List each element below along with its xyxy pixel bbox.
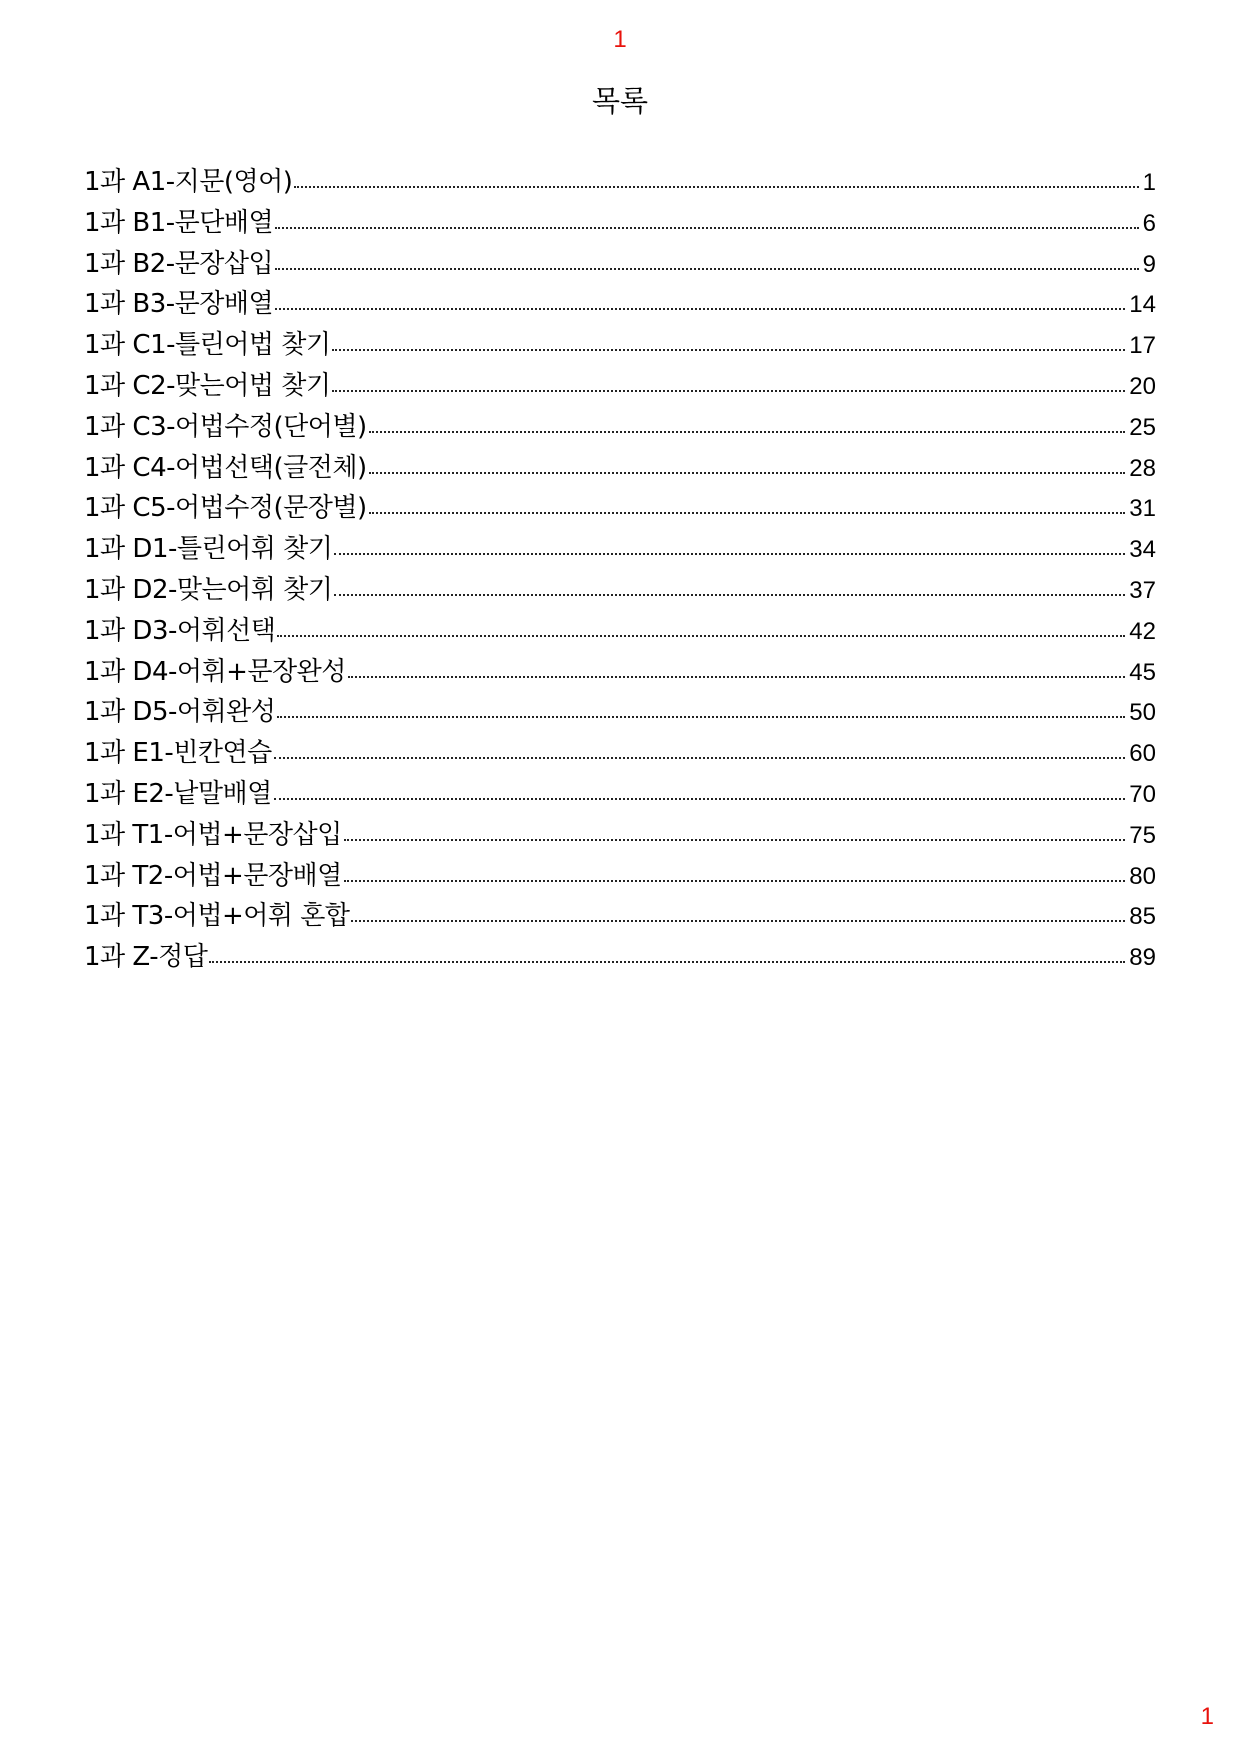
toc-entry-title: 1과 D4-어휘+문장완성 <box>84 656 346 687</box>
dot-leader <box>367 488 1130 529</box>
toc-entry[interactable] <box>84 896 1156 937</box>
toc-entry[interactable] <box>84 774 1156 815</box>
dot-leader <box>273 244 1142 285</box>
toc-entry-title: 1과 A1-지문(영어) <box>84 167 293 197</box>
toc-entry-title: 1과 D5-어휘완성 <box>84 697 276 728</box>
toc-entry-page-number: 37 <box>1129 576 1156 604</box>
toc-entry-title: 1과 T1-어법+문장삽입 <box>84 819 342 850</box>
toc-entry-page-number: 31 <box>1129 495 1156 523</box>
dot-leader <box>330 366 1129 407</box>
toc-entry-title: 1과 B2-문장삽입 <box>84 248 274 279</box>
toc-entry[interactable] <box>84 733 1156 774</box>
toc-entry-page-number: 60 <box>1129 740 1156 768</box>
toc-entry[interactable] <box>84 937 1156 978</box>
dot-leader <box>273 203 1142 244</box>
toc-entry-title: 1과 E2-낱말배열 <box>84 778 272 809</box>
header-page-number: 1 <box>613 26 627 53</box>
toc-entry-page-number: 6 <box>1142 209 1156 237</box>
toc-entry[interactable] <box>84 856 1156 897</box>
toc-entry-title: 1과 C5-어법수정(문장별) <box>84 493 367 524</box>
toc-entry[interactable] <box>84 529 1156 570</box>
dot-leader <box>342 856 1130 897</box>
dot-leader <box>273 284 1129 325</box>
toc-entry-page-number: 50 <box>1129 699 1156 727</box>
toc-entry-title: 1과 T3-어법+어휘 혼합 <box>84 901 350 932</box>
toc-entry[interactable] <box>84 244 1156 285</box>
toc-entry-page-number: 14 <box>1129 291 1156 319</box>
toc-entry[interactable] <box>84 692 1156 733</box>
toc-entry-title: 1과 B3-문장배열 <box>84 289 274 320</box>
toc-entry-page-number: 9 <box>1142 250 1156 278</box>
toc-entry-title: 1과 D1-틀린어휘 찾기 <box>84 534 333 565</box>
toc-entry[interactable] <box>84 611 1156 652</box>
toc-entry-page-number: 20 <box>1129 372 1156 400</box>
toc-entry-page-number: 28 <box>1129 454 1156 482</box>
toc-entry[interactable] <box>84 366 1156 407</box>
toc-entry-title: 1과 E1-빈칸연습 <box>84 738 272 769</box>
dot-leader <box>367 407 1130 448</box>
toc-entry-title: 1과 C1-틀린어법 찾기 <box>84 330 331 361</box>
toc-entry-page-number: 70 <box>1129 780 1156 808</box>
toc-entry-page-number: 25 <box>1129 413 1156 441</box>
toc-entry-page-number: 45 <box>1129 658 1156 686</box>
toc-entry[interactable] <box>84 652 1156 693</box>
toc-entry-page-number: 80 <box>1129 862 1156 890</box>
toc-entry-title: 1과 D3-어휘선택 <box>84 615 276 646</box>
toc-entry-title: 1과 B1-문단배열 <box>84 207 274 238</box>
dot-leader <box>292 162 1142 203</box>
toc-entry-page-number: 89 <box>1129 944 1156 972</box>
toc-entry[interactable] <box>84 407 1156 448</box>
toc-entry[interactable] <box>84 815 1156 856</box>
toc-entry-title: 1과 D2-맞는어휘 찾기 <box>84 574 333 605</box>
dot-leader <box>272 733 1130 774</box>
dot-leader <box>275 692 1129 733</box>
toc-entry[interactable] <box>84 570 1156 611</box>
toc-entry-page-number: 1 <box>1142 169 1156 196</box>
dot-leader <box>349 896 1129 937</box>
toc-entry-title: 1과 C3-어법수정(단어별) <box>84 411 367 442</box>
dot-leader <box>332 570 1129 611</box>
toc-entry[interactable] <box>84 203 1156 244</box>
dot-leader <box>346 652 1129 693</box>
toc-entry[interactable] <box>84 325 1156 366</box>
toc-entry-title: 1과 T2-어법+문장배열 <box>84 860 342 891</box>
dot-leader <box>275 611 1129 652</box>
table-of-contents <box>84 162 1156 978</box>
toc-entry-title: 1과 C2-맞는어법 찾기 <box>84 370 331 401</box>
toc-entry-page-number: 42 <box>1129 617 1156 645</box>
footer-page-number: 1 <box>1200 1703 1214 1730</box>
toc-entry[interactable] <box>84 284 1156 325</box>
dot-leader <box>330 325 1129 366</box>
toc-entry-page-number: 85 <box>1129 903 1156 931</box>
page-title: 목록 <box>591 84 649 118</box>
dot-leader <box>367 448 1130 489</box>
toc-entry[interactable] <box>84 488 1156 529</box>
toc-entry-title: 1과 C4-어법선택(글전체) <box>84 452 367 483</box>
toc-entry-page-number: 17 <box>1129 332 1156 360</box>
toc-entry-page-number: 34 <box>1129 536 1156 564</box>
toc-entry-title: 1과 Z-정답 <box>84 942 208 973</box>
dot-leader <box>207 937 1129 978</box>
dot-leader <box>272 774 1130 815</box>
toc-entry-page-number: 75 <box>1129 821 1156 849</box>
toc-entry[interactable] <box>84 448 1156 489</box>
dot-leader <box>342 815 1130 856</box>
dot-leader <box>332 529 1129 570</box>
toc-entry[interactable] <box>84 162 1156 203</box>
